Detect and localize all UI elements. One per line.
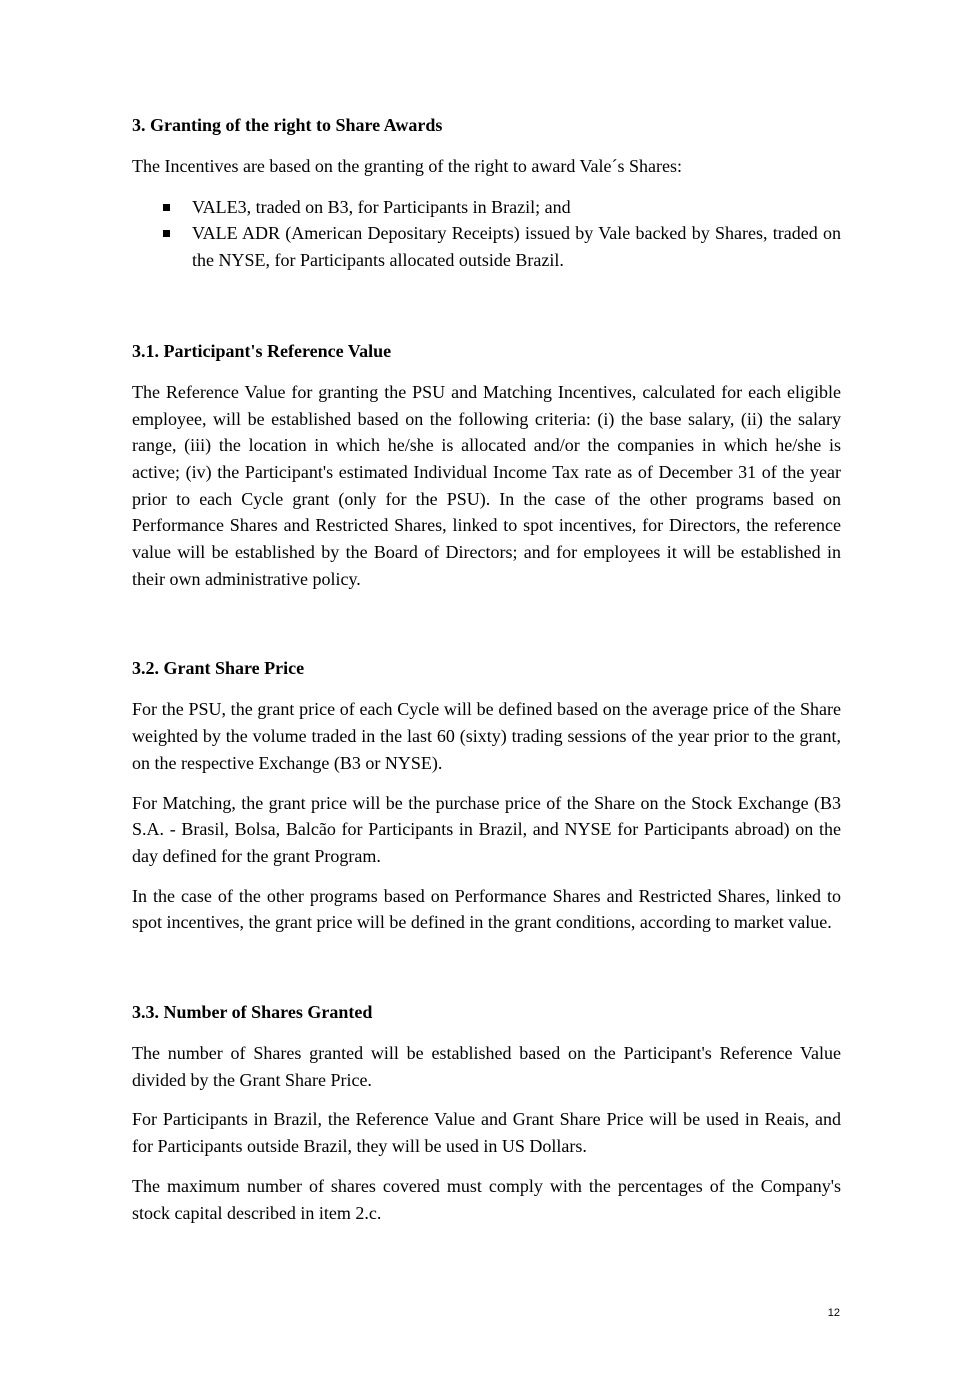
section-3-intro: The Incentives are based on the granting of the right to award Vale´s Shares: <box>132 156 682 176</box>
list-item-text: VALE ADR (American Depositary Receipts) issued by Vale backed by Shares, traded on the NYSE, for Participants allocated outside Brazil. <box>192 223 841 271</box>
section-3-1-paragraph: The Reference Value for granting the PSU and Matching Incentives, calculated for each eligible employee, will be established based on the following criteria: (i) the base salary, (ii) the salary range, (iii) the location in which he/she is allocated and/or the companies in which he/she is active; (iv) the Participant's estimated Individual Income Tax rate as of December 31 of the year prior to each Cycle grant (only for the PSU). In the case of the other programs based on Performance Shares and Restricted Shares, linked to spot incentives, for Directors, the reference value will be established by the Board of Directors; and for employees it will be established in their own administrative policy. <box>132 381 841 589</box>
section-3-1-heading: 3.1. Participant's Reference Value <box>132 340 392 361</box>
section-3-2-paragraph: In the case of the other programs based on Performance Shares and Restricted Shares, linked to spot incentives, the grant price will be defined in the grant conditions, according to market value. <box>132 885 841 933</box>
square-bullet-icon <box>163 230 170 237</box>
section-3-2-paragraph: For Matching, the grant price will be the purchase price of the Share on the Stock Exchange (B3 S.A. - Brasil, Bolsa, Balcão for Participants in Brazil, and NYSE for Participants abroad) on the day defined for the grant Program. <box>132 792 841 866</box>
section-3-2-heading: 3.2. Grant Share Price <box>132 658 305 679</box>
section-3-3-paragraph: For Participants in Brazil, the Reference Value and Grant Share Price will be used in Reais, and for Participants outside Brazil, they will be used in US Dollars. <box>132 1109 841 1157</box>
list-item-text: VALE3, traded on B3, for Participants in Brazil; and <box>192 196 571 217</box>
section-3-heading: 3. Granting of the right to Share Awards <box>132 115 443 135</box>
section-3-3-heading: 3.3. Number of Shares Granted <box>132 1002 373 1023</box>
list-item <box>132 194 841 221</box>
document-page <box>132 113 841 1239</box>
section-3-3-paragraph: The number of Shares granted will be established based on the Participant's Reference Value divided by the Grant Share Price. <box>132 1043 841 1090</box>
square-bullet-icon <box>163 204 170 211</box>
page-number: 12 <box>827 1307 840 1319</box>
section-3-3-paragraph: The maximum number of shares covered must comply with the percentages of the Company's stock capital described in item 2.c. <box>132 1175 841 1223</box>
share-types-list <box>132 194 841 274</box>
list-item <box>132 220 841 273</box>
section-3-2-paragraph: For the PSU, the grant price of each Cycle will be defined based on the average price of the Share weighted by the volume traded in the last 60 (sixty) trading sessions of the year prior to the grant, on the respective Exchange (B3 or NYSE). <box>132 699 841 773</box>
